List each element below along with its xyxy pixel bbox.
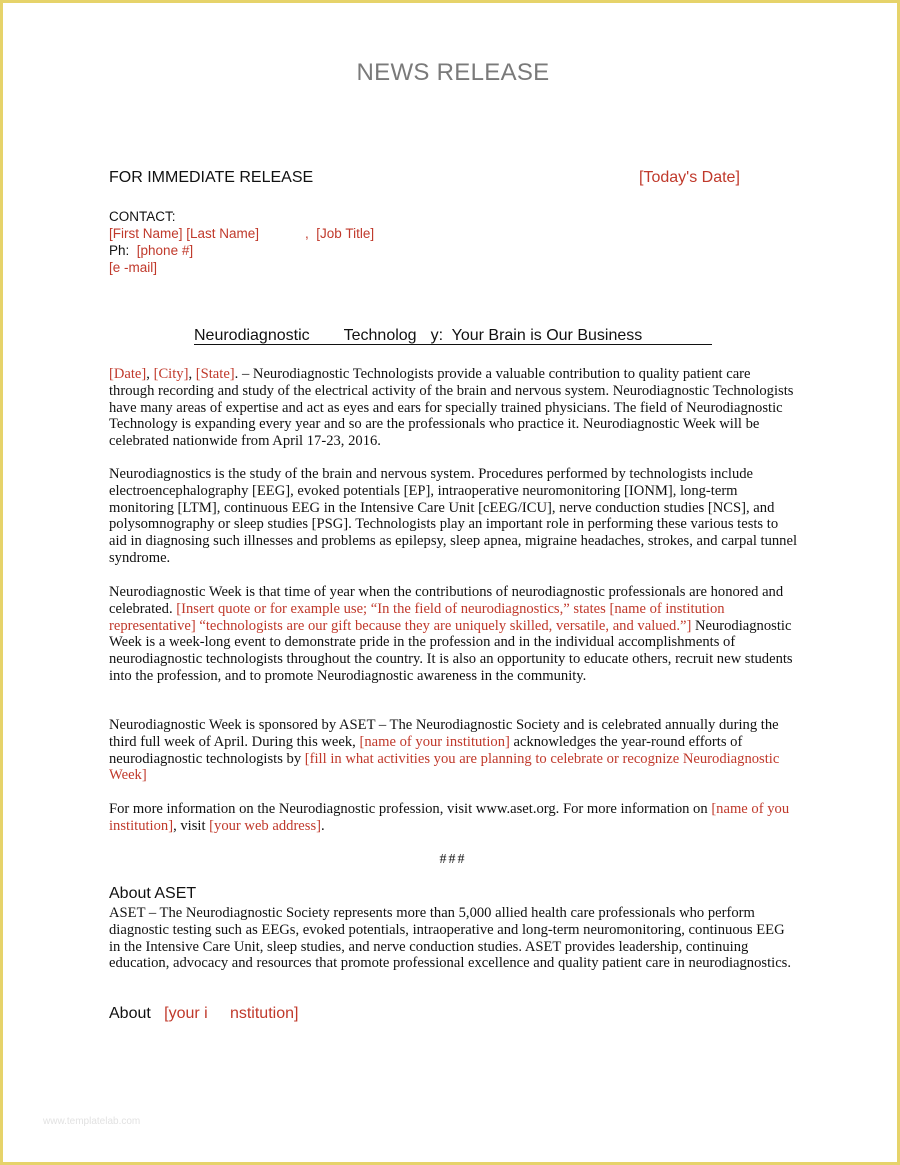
contact-name-placeholder: [First Name] [Last Name] [109,226,260,241]
city-field: [City] [153,366,189,382]
info-text-1: For more information on the Neurodiagnostic profession, visit www.aset.org. For more information on [109,801,712,817]
paragraph-intro: [Date], [City], [State]. – Neurodiagnostic Technologists provide a valuable contribution to quality patient care through recording and study of the electrical activity of the brain and nervous system. Neurodiagnostic Technologists have many areas of expertise and act as eyes and ears for specially trained physicians. The field of Neurodiagnostic Technology is expanding every year and so are the professionals who practice it. Neurodiagnostic Week will be celebrated nationwide from April 17-23, 2016. [109,366,794,450]
contact-label: CONTACT: [109,209,176,224]
paragraph-week [109,584,799,685]
week-text-1: Neurodiagnostic Week is that time of year when the contributions of neurodiagnostic professionals are honored and celebrated. [109,584,784,617]
paragraph-procedures: Neurodiagnostics is the study of the brain and nervous system. Procedures performed by technologists include electroencephalography [EEG], evoked potentials [EP], intraoperative neuromonitoring [IONM], long-term monitoring [LTM], continuous EEG in the Intensive Care Unit [cEEG/ICU], nerve conduction studies [NCS], and polysomnography or sleep studies [PSG]. Technologists play an important role in performing these various tests to aid in diagnosing such illnesses and problems as epilepsy, sleep apnea, migraine headaches, strokes, and carpal tunnel syndrome. [109,466,798,566]
info-text-3: . [321,817,325,834]
headline [194,327,642,345]
intro-text: – Neurodiagnostic Technologists provide a valuable contribution to quality patient care through recording and study of the electrical activity of the brain and nervous system. Neurodiagnostic Technologists have many areas of expertise and act as eyes and ears for specially trained physicians. The field of Neurodiagnostic Technology is expanding every year and so are the professionals who practice it. Neurodiagnostic Week will be celebrated nationwide from April 17-23, 2016. [109,366,794,450]
watermark: www.templatelab.com [43,1116,141,1127]
sponsor-text-1: Neurodiagnostic Week is sponsored by ASET – The Neurodiagnostic Society and is celebrated annually during the third full week of April. During this week, [109,717,779,750]
headline-part-1: Neurodiagnostic [194,327,310,344]
about-label: About [109,1005,151,1022]
page-title: NEWS RELEASE [356,59,550,86]
sponsor-text-2: acknowledges the year-round efforts of neurodiagnostic technologists by [109,733,743,767]
date-placeholder: [Today's Date] [639,169,740,186]
activities-placeholder: [fill in what activities you are planning to celebrate or recognize Neurodiagnostic Week] [109,750,780,784]
paragraph-sponsor [109,717,799,784]
web-address-placeholder: [your web address] [209,817,322,834]
phone-label: Ph: [109,243,130,258]
about-aset-heading: About ASET [109,885,197,902]
date-field: [Date] [109,366,147,382]
week-text-2: Neurodiagnostic Week is a week-long event to demonstrate pride in the profession and in the individual accomplishments of neurodiagnostic technologists throughout the country. It is also an opportunity to educate others, recruit new students into the profession, and to promote Neurodiagnostic awareness in the community. [109,617,793,684]
about-institution-heading [109,1005,298,1023]
section-separator: ### [439,852,467,867]
paragraph-more-info [109,801,799,835]
contact-phone-line [109,242,374,259]
email-placeholder: [e -mail] [109,260,158,275]
headline-underline [194,344,712,345]
institution-name-placeholder: [name of you institution] [109,801,790,834]
release-label: FOR IMMEDIATE RELEASE [109,169,314,186]
state-field: [State] [195,366,235,382]
institution-heading-placeholder: [your i nstitution] [164,1005,299,1022]
contact-job-title: , [Job Title] [305,226,375,241]
quote-placeholder: [Insert quote or for example use; “In the field of neurodiagnostics,” states [name of institution representative] “technologists are our gift because they are uniquely skilled, versatile, and valued.”] [109,600,725,634]
contact-name-line [109,225,374,242]
institution-placeholder: [name of your institution] [359,733,510,750]
about-aset-text: ASET – The Neurodiagnostic Society represents more than 5,000 allied health care professionals who perform diagnostic testing such as EEGs, evoked potentials, intraoperative and long-term neuromonitoring, continuous EEG in the Intensive Care Unit, sleep studies, and nerve conduction studies. ASET provides leadership, continuing education, advocacy and resources that promote professional excellence and quality patient care in neurodiagnostics. [109,905,791,972]
headline-part-3: y: Your Brain is Our Business [430,327,643,344]
headline-part-2: Technolog [343,327,417,344]
phone-placeholder: [phone #] [136,243,194,258]
contact-block [109,208,374,276]
info-text-2: , visit [173,817,210,834]
